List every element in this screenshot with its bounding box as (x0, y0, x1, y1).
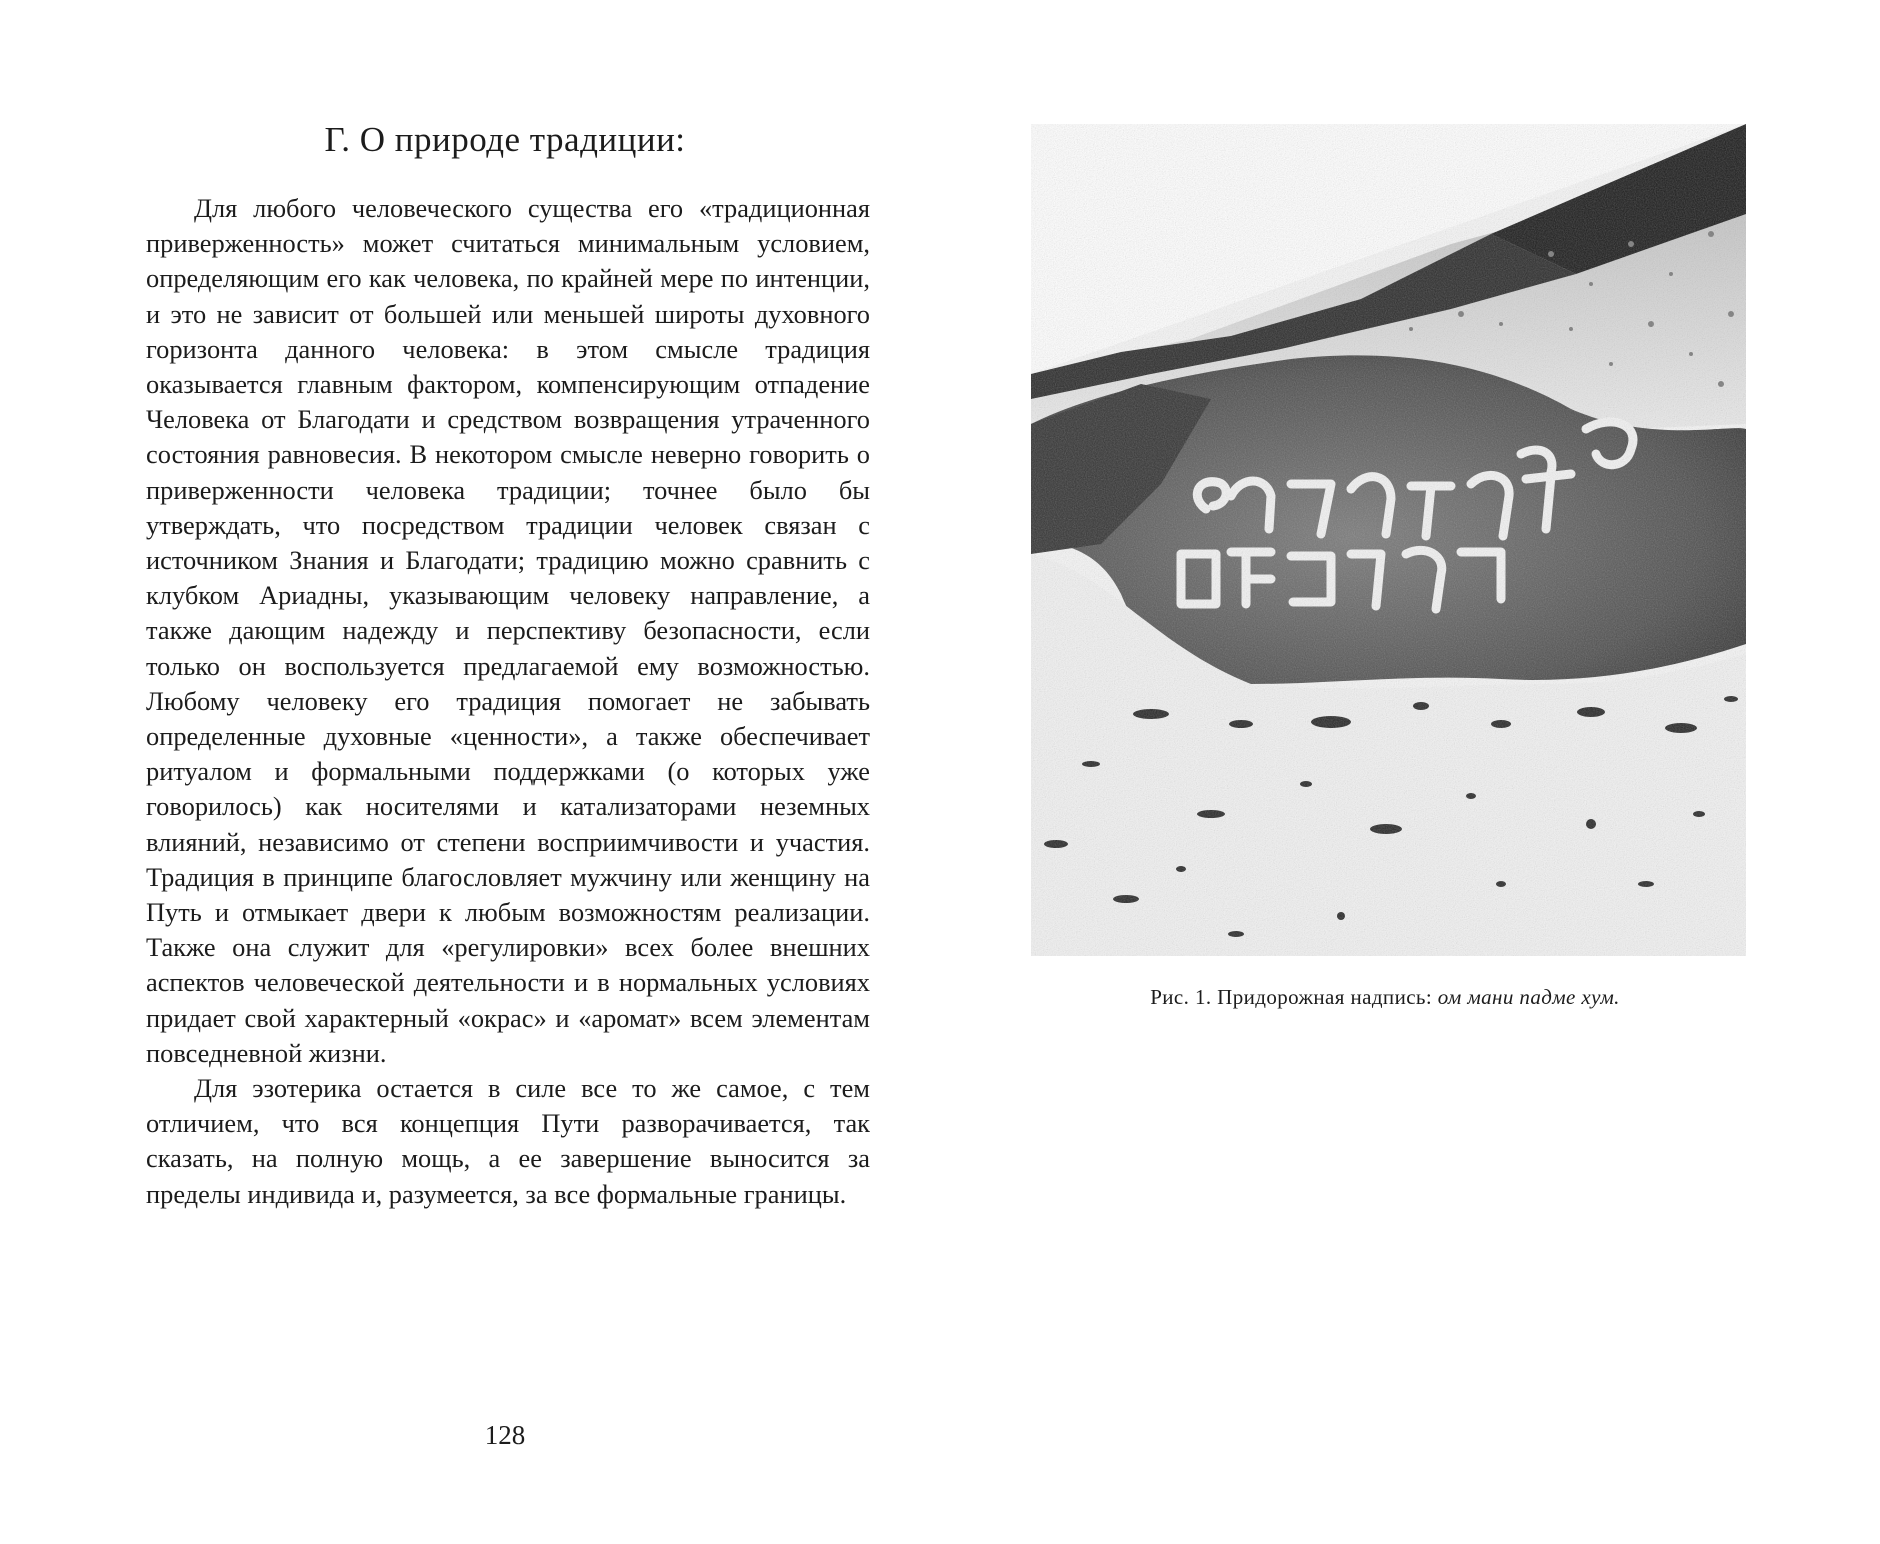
caption-mantra: ом мани падме хум. (1437, 985, 1620, 1009)
rock-inscription-photo (1031, 124, 1746, 956)
caption-text: Рис. 1. Придорожная надпись: (1150, 985, 1438, 1009)
body-text (146, 191, 870, 1212)
page-number: 128 (484, 1420, 526, 1450)
paragraph-1: Для любого человеческого существа его «традиционная приверженность» может считаться минимальным условием, определяющим его как человека, по крайней мере по интенции, и это не зависит от большей или меньшей широты духовного горизонта данного человека: в этом смысле традиция оказывается главным фактором, компенсирующим отпадение Человека от Благодати и средством возвращения утраченного состояния равновесия. В некотором смысле неверно говорить о приверженности человека традиции; точнее было бы утверждать, что посредством традиции человек связан с источником Знания и Благодати; традицию можно сравнить с клубком Ариадны, указывающим человеку направление, а также дающим надежду и перспективу безопасности, если только он воспользуется предлагаемой ему возможностью. Любому человеку его традиция помогает не забывать определенные духовные «ценности», а также обеспечивает ритуалом и формальными поддержками (о которых уже говорилось) как носителями и катализаторами неземных влияний, независимо от степени восприимчивости и участия. Традиция в принципе благословляет мужчину или женщину на Путь и отмыкает двери к любым возможностям реализации. Также она служит для «регулировки» всех более внешних аспектов человеческой деятельности и в нормальных условиях придает свой характерный «окрас» и «аромат» всем элементам повседневной жизни. (146, 193, 870, 1068)
section-title: Г. О природе традиции: (324, 120, 686, 159)
figure-caption (1020, 985, 1750, 1010)
paragraph-2: Для эзотерика остается в силе все то же самое, с тем отличием, что вся концепция Пути разворачивается, так сказать, на полную мощь, а ее завершение выносится за пределы индивида и, разумеется, за все формальные границы. (146, 1073, 870, 1209)
figure-photo (1031, 124, 1746, 956)
